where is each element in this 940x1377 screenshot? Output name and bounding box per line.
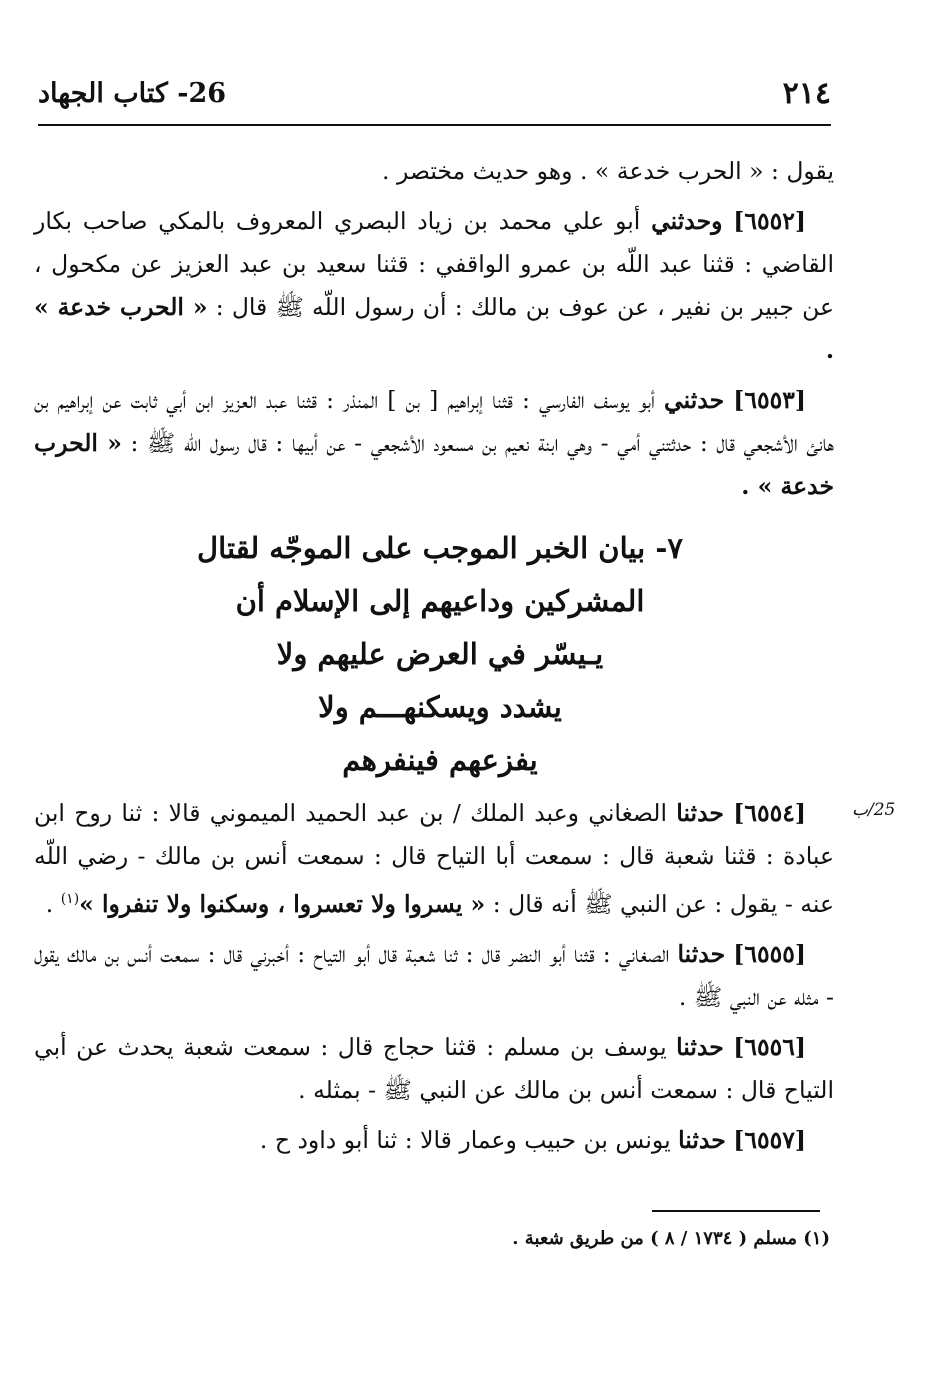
heading-line: ٧- بيان الخبر الموجب على الموجّه لقتال xyxy=(197,531,683,565)
hadith-number: [٦٥٥٣] xyxy=(733,386,806,414)
hadith-quote: « الحرب خدعة » . xyxy=(34,293,834,364)
page-number: ٢١٤ xyxy=(782,76,831,111)
hadith-number: [٦٥٥٢] xyxy=(733,207,806,235)
hadith-6552 xyxy=(34,200,834,372)
footnote-divider xyxy=(652,1210,820,1212)
hadith-quote: « الحرب خدعة » . xyxy=(34,429,834,500)
section-heading xyxy=(80,522,800,787)
hadith-lead: حدثنا xyxy=(677,939,726,968)
hadith-number: [٦٥٥٥] xyxy=(733,939,806,968)
main-text-bottom xyxy=(34,792,834,1169)
heading-line: يـيسّر في العرض عليهم ولا xyxy=(276,637,604,671)
hadith-lead: حدثنا xyxy=(676,799,724,827)
hadith-lead: حدثنا xyxy=(678,1125,726,1154)
hadith-number: [٦٥٥٧] xyxy=(733,1125,806,1154)
hadith-text: الصغاني وعبد الملك / بن عبد الحميد الميموني قالا : ثنا روح ابن عبادة : قثنا شعبة قال : سمعت أبا التياح قال : سمعت أنس بن مالك - رضي اللّه عنه - يقول : عن النبي ﷺ أنه قال : xyxy=(34,799,834,918)
hadith-6553 xyxy=(34,379,834,508)
main-text-top xyxy=(34,150,834,515)
footnote-marker: (١) xyxy=(60,891,80,907)
chapter-title: 26- كتاب الجهاد xyxy=(38,78,227,109)
heading-line: يشدد ويسكنهـــم ولا xyxy=(318,690,562,724)
hadith-text: الصغاني : قثنا أبو النضر قال : ثنا شعبة قال أبو التياح : أخبرني قال : سمعت أنس بن مالك يقول - مثله عن النبي ﷺ . xyxy=(34,939,834,1011)
hadith-number: [٦٥٥٦] xyxy=(733,1032,806,1061)
hadith-lead: وحدثني xyxy=(651,207,723,235)
hadith-number: [٦٥٥٤] xyxy=(733,799,806,827)
hadith-6556 xyxy=(34,1026,834,1112)
footnote: (١) مسلم ( ١٧٣٤ / ٨ ) من طريق شعبة . xyxy=(512,1228,830,1249)
heading-line: المشركين وداعيهم إلى الإسلام أن xyxy=(235,584,645,618)
hadith-text: أبو علي محمد بن زياد البصري المعروف بالمكي صاحب بكار القاضي : قثنا عبد اللّه بن عمرو الواقفي : قثنا سعيد بن عبد العزيز عن مكحول ، عن جبير بن نفير ، عن عوف بن مالك : أن رسول اللّه ﷺ قال : xyxy=(34,207,834,321)
paragraph-text: يقول : « الحرب خدعة » . وهو حديث مختصر . xyxy=(382,157,834,185)
hadith-text: أبو يوسف الفارسي : قثنا إبراهيم [ بن ] المنذر : قثنا عبد العزيز ابن أبي ثابت عن إبراهيم بن هانئ الأشجعي قال : حدثتني أمي - وهي ابنة نعيم بن مسعود الأشجعي - عن أبيها : قال رسول اللّه ﷺ : xyxy=(34,386,834,457)
paragraph-continuation xyxy=(34,150,834,193)
hadith-lead: حدثنا xyxy=(676,1032,724,1061)
hadith-lead: حدثني xyxy=(664,386,725,414)
hadith-6554 xyxy=(34,792,834,926)
hadith-6555 xyxy=(34,933,834,1019)
heading-line: يفزعهم فينفرهم xyxy=(342,743,538,777)
hadith-6557 xyxy=(34,1119,834,1162)
manuscript-folio-note: 25/ب xyxy=(852,800,896,820)
hadith-text: يونس بن حبيب وعمار قالا : ثنا أبو داود ح . xyxy=(259,1125,671,1154)
page-header xyxy=(38,72,831,124)
sentence-end: . xyxy=(45,889,61,918)
header-divider xyxy=(38,124,831,126)
hadith-quote: « يسروا ولا تعسروا ، وسكنوا ولا تنفروا » xyxy=(79,889,486,918)
hadith-text: يوسف بن مسلم : قثنا حجاج قال : سمعت شعبة يحدث عن أبي التياح قال : سمعت أنس بن مالك عن النبي ﷺ - بمثله . xyxy=(34,1032,834,1104)
